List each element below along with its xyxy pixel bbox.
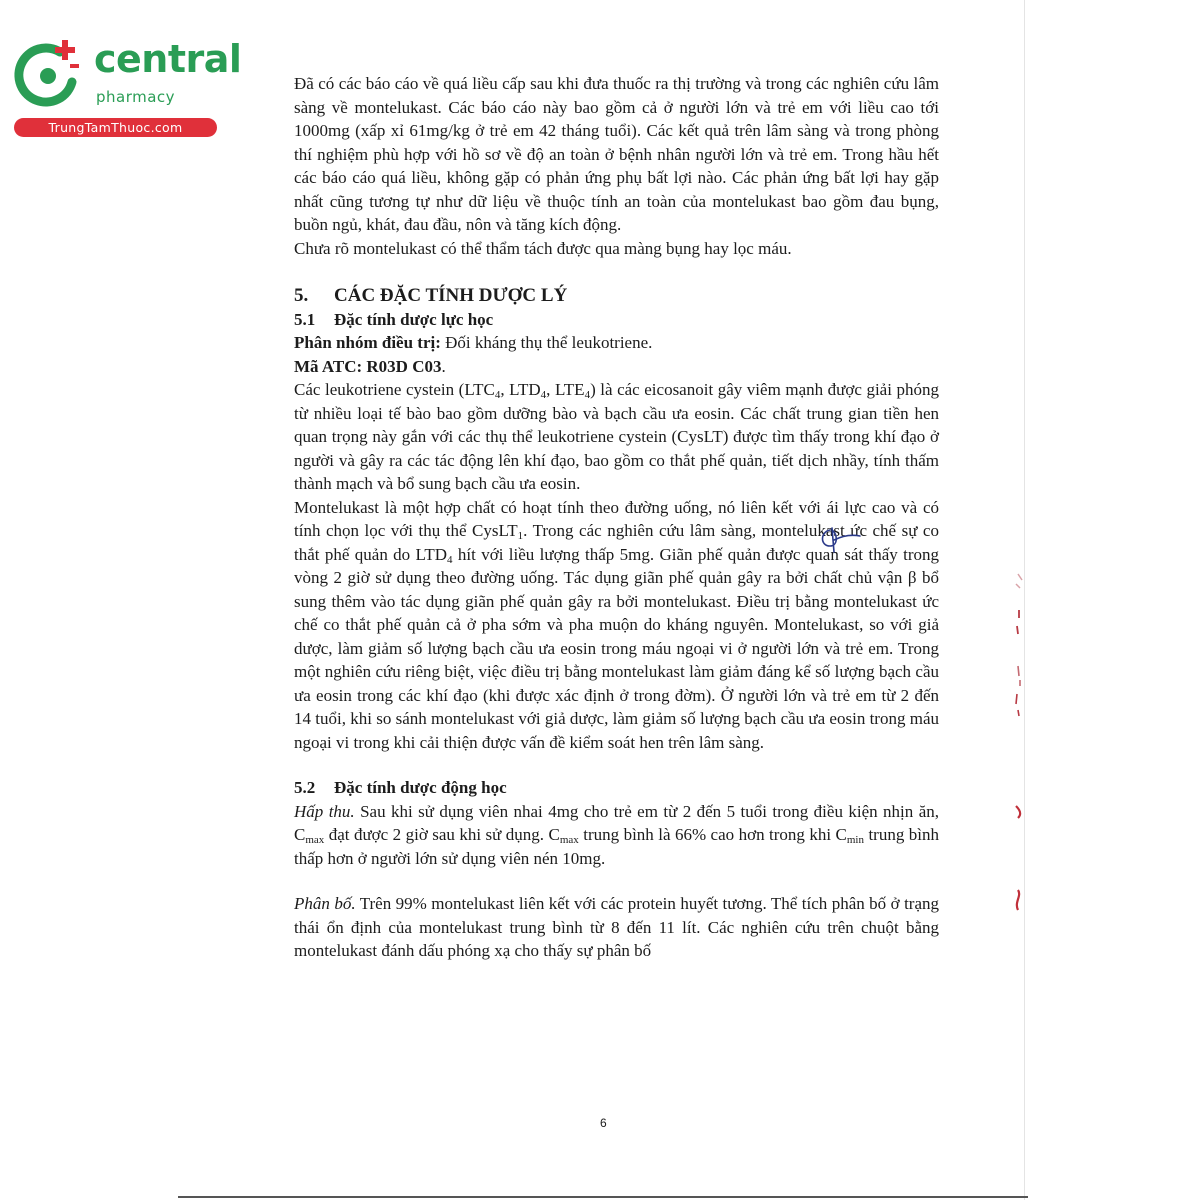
logo-url-badge: TrungTamThuoc.com xyxy=(14,118,217,137)
text-run: , LTD xyxy=(500,380,541,399)
section-5-1-heading xyxy=(294,308,939,332)
distribution-label: Phân bố. xyxy=(294,894,356,913)
subscript: max xyxy=(305,834,325,846)
text-run: Sau khi sử dụng viên nhai 4mg cho trẻ em từ 2 đến 5 tuổi trong điều kiện nhịn ăn, C xyxy=(294,801,939,844)
therapeutic-group-line xyxy=(294,331,939,355)
subscript: min xyxy=(846,834,864,846)
section-5-1-number: 5.1 xyxy=(294,309,316,329)
logo-brand-subtitle: pharmacy xyxy=(96,88,176,106)
subscript: 4 xyxy=(447,553,453,566)
text-run: trung bình thấp hơn ở người lớn sử dụng viên nén 10mg. xyxy=(294,825,939,868)
section-5-1-title: Đặc tính dược lực học xyxy=(334,309,494,329)
subscript: 4 xyxy=(584,389,591,401)
therapeutic-group-value: Đối kháng thụ thể leukotriene. xyxy=(440,333,653,352)
section-5-2-title: Đặc tính dược động học xyxy=(334,778,507,797)
overdose-paragraph: Đã có các báo cáo về quá liều cấp sau khi đưa thuốc ra thị trường và trong các nghiên cứu lâm sàng về montelukast. Các báo cáo này bao gồm cả ở người lớn và trẻ em với liều cao tới 1000mg (xấp xỉ 61mg/kg ở trẻ em 42 tháng tuổi). Các kết quả trên lâm sàng và trong phòng thí nghiệm phù hợp với hồ sơ về độ an toàn ở bệnh nhân người lớn và trẻ em. Trong hầu hết các báo cáo quá liều, không gặp có phản ứng phụ bất lợi nào. Các phản ứng bất lợi hay gặp nhất cũng tương tự như dữ liệu về thuộc tính an toàn của montelukast bao gồm đau bụng, buồn ngủ, khát, đau đầu, nôn và tăng kích động. xyxy=(294,74,939,234)
section-5-2-heading xyxy=(294,776,939,800)
text-run: Trên 99% montelukast liên kết với các protein huyết tương. Thể tích phân bố ở trạng thái ổn định của montelukast trung bình từ 8 đến 11 lít. Các nghiên cứu trên chuột bằng montelukast đánh dấu phóng xạ cho thấy sự phân bố xyxy=(294,894,940,960)
text-run: , LTE xyxy=(546,380,585,399)
text-run: . Trong các nghiên cứu lâm sàng, montelukast ức chế sự co thắt phế quản do LTD xyxy=(294,521,939,564)
absorption-paragraph xyxy=(294,800,939,871)
page-bottom-edge xyxy=(178,1196,1028,1198)
therapeutic-group-label: Phân nhóm điều trị: xyxy=(294,333,441,352)
logo-brand-name: central xyxy=(94,37,242,81)
text-run: ) là các eicosanoit gây viêm mạnh được giải phóng từ nhiều loại tế bào bao gồm dưỡng bào và bạch cầu ưa eosin. Các chất trung gian tiền hen quan trọng này gắn với các thụ thể leukotriene cystein (CysLT) được tìm thấy trong khí đạo ở người và gây ra các tác động lên khí đạo, bao gồm co thắt phế quản, tiết dịch nhầy, tính thấm thành mạch và bổ sung bạch cầu ưa eosin. xyxy=(294,380,939,493)
subscript: 4 xyxy=(494,389,501,401)
central-pharmacy-logo-icon xyxy=(12,38,86,112)
distribution-paragraph xyxy=(294,892,939,963)
page-number: 6 xyxy=(600,1116,607,1130)
dialysis-paragraph: Chưa rõ montelukast có thể thẩm tách được qua màng bụng hay lọc máu. xyxy=(294,238,792,258)
subscript: 4 xyxy=(540,389,547,401)
leukotriene-paragraph xyxy=(294,378,939,496)
text-run: Montelukast là một hợp chất có hoạt tính theo đường uống, nó liên kết với ái lực cao và có tính chọn lọc với thụ thể CysLT xyxy=(294,497,939,540)
text-run: Các leukotriene cystein (LTC xyxy=(294,380,495,399)
text-run: đạt được 2 giờ sau khi sử dụng. C xyxy=(324,825,560,844)
subscript: 1 xyxy=(517,530,524,542)
pharmacy-logo xyxy=(8,32,242,142)
absorption-label: Hấp thu. xyxy=(294,801,355,821)
section-5-heading xyxy=(294,284,939,308)
atc-code-line xyxy=(294,355,939,379)
text-run: trung bình là 66% cao hơn trong khi C xyxy=(578,825,847,844)
scan-margin-marks xyxy=(1004,570,1034,930)
text-run: hít với liều lượng thấp 5mg. Giãn phế quản được quan sát thấy trong vòng 2 giờ sử dụng theo đường uống. Tác dụng giãn phế quản gây ra bởi chất chủ vận β bổ sung thêm vào tác dụng giãn phế quản gây ra bởi montelukast. Điều trị bằng montelukast ức chế co thắt phế quản cả ở pha sớm và pha muộn do kháng nguyên. Montelukast, so với giả dược, làm giảm số lượng bạch cầu ưa eosin trong máu ngoại vi ở người lớn và trẻ em. Trong một nghiên cứu riêng biệt, việc điều trị bằng montelukast làm giảm đáng kể số lượng bạch cầu ưa eosin trong các khí đạo (khi được xác định ở trong đờm). Ở người lớn và trẻ em từ 2 đến 14 tuổi, khi so sánh montelukast với giả dược, làm giảm số lượng bạch cầu ưa eosin trong máu ngoại vi trong khi cải thiện được vấn đề kiểm soát hen trên lâm sàng. xyxy=(294,544,939,752)
document-body xyxy=(294,72,939,963)
atc-code: Mã ATC: R03D C03 xyxy=(294,356,442,376)
atc-code-tail: . xyxy=(441,356,446,376)
section-5-2-number: 5.2 xyxy=(294,778,316,797)
section-5-title: CÁC ĐẶC TÍNH DƯỢC LÝ xyxy=(334,285,568,306)
handwritten-initial-mark xyxy=(818,524,862,554)
section-5-number: 5. xyxy=(294,285,309,306)
subscript: max xyxy=(559,834,579,846)
